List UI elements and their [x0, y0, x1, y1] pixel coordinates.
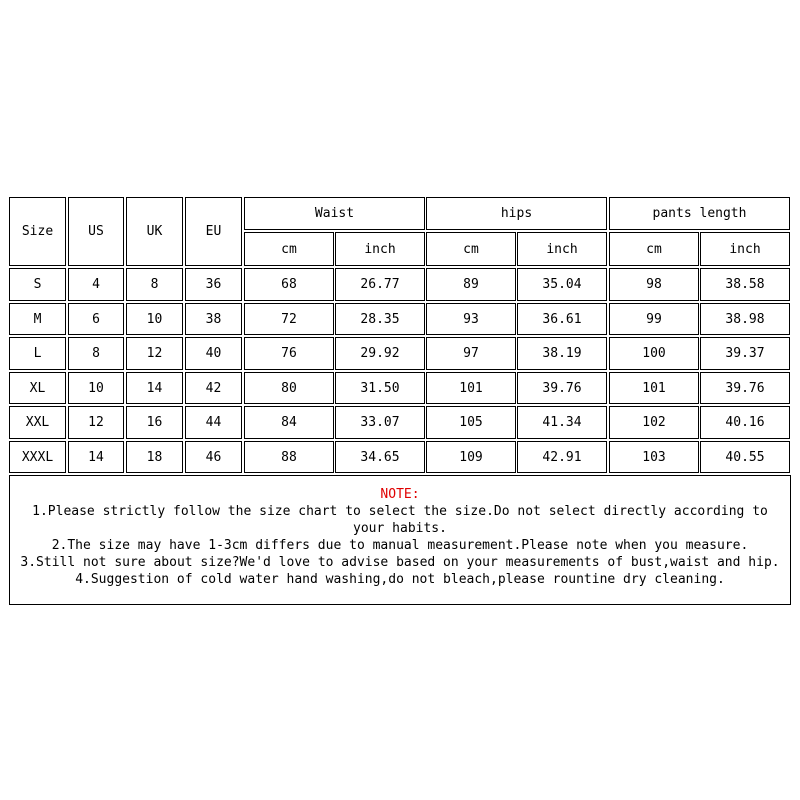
table-cell: 8 — [68, 337, 124, 370]
subheader-hips-cm: cm — [426, 232, 516, 266]
table-cell: 35.04 — [517, 268, 607, 301]
table-cell: 10 — [68, 372, 124, 404]
table-cell: 42.91 — [517, 441, 607, 473]
table-cell: 98 — [609, 268, 699, 301]
table-cell: 40 — [185, 337, 242, 370]
table-cell: 84 — [244, 406, 334, 439]
table-cell: 33.07 — [335, 406, 425, 439]
table-cell: 38 — [185, 303, 242, 335]
table-cell: 46 — [185, 441, 242, 473]
subheader-pants-cm: cm — [609, 232, 699, 266]
table-cell: 97 — [426, 337, 516, 370]
note-item-2: 2.The size may have 1-3cm differs due to manual measurement.Please note when you measure. — [51, 538, 749, 553]
table-cell: 80 — [244, 372, 334, 404]
table-cell: 36 — [185, 268, 242, 301]
table-cell: 72 — [244, 303, 334, 335]
table-cell: 40.55 — [700, 441, 790, 473]
table-cell: 99 — [609, 303, 699, 335]
table-cell: 38.98 — [700, 303, 790, 335]
table-cell: 28.35 — [335, 303, 425, 335]
header-eu: EU — [185, 197, 242, 266]
notes-box — [9, 475, 791, 605]
note-item-4: 4.Suggestion of cold water hand washing,do not bleach,please rountine dry cleaning. — [75, 572, 725, 587]
table-cell: 39.37 — [700, 337, 790, 370]
table-cell: S — [9, 268, 66, 301]
table-cell: 31.50 — [335, 372, 425, 404]
header-size: Size — [9, 197, 66, 266]
header-pants-length: pants length — [609, 197, 790, 230]
header-waist: Waist — [244, 197, 425, 230]
table-cell: 41.34 — [517, 406, 607, 439]
subheader-waist-inch: inch — [335, 232, 425, 266]
table-cell: 26.77 — [335, 268, 425, 301]
table-cell: M — [9, 303, 66, 335]
table-cell: 10 — [126, 303, 183, 335]
table-cell: 39.76 — [517, 372, 607, 404]
table-cell: 100 — [609, 337, 699, 370]
note-item-3: 3.Still not sure about size?We'd love to advise based on your measurements of bust,waist and hip. — [20, 555, 780, 570]
table-cell: 29.92 — [335, 337, 425, 370]
table-cell: 89 — [426, 268, 516, 301]
table-cell: 4 — [68, 268, 124, 301]
table-cell: 88 — [244, 441, 334, 473]
table-cell: XXXL — [9, 441, 66, 473]
table-cell: 68 — [244, 268, 334, 301]
table-cell: 14 — [68, 441, 124, 473]
table-cell: 38.58 — [700, 268, 790, 301]
table-cell: 40.16 — [700, 406, 790, 439]
table-cell: 105 — [426, 406, 516, 439]
table-cell: L — [9, 337, 66, 370]
table-cell: 102 — [609, 406, 699, 439]
table-cell: 12 — [126, 337, 183, 370]
table-cell: 14 — [126, 372, 183, 404]
subheader-pants-inch: inch — [700, 232, 790, 266]
table-cell: 44 — [185, 406, 242, 439]
header-us: US — [68, 197, 124, 266]
subheader-waist-cm: cm — [244, 232, 334, 266]
table-cell: 36.61 — [517, 303, 607, 335]
header-uk: UK — [126, 197, 183, 266]
note-item-1: 1.Please strictly follow the size chart to select the size.Do not select directly according to your habits. — [32, 504, 768, 536]
subheader-hips-inch: inch — [517, 232, 607, 266]
notes-title: NOTE: — [380, 487, 420, 502]
table-cell: 8 — [126, 268, 183, 301]
table-cell: XXL — [9, 406, 66, 439]
table-cell: 18 — [126, 441, 183, 473]
table-cell: 76 — [244, 337, 334, 370]
table-cell: 103 — [609, 441, 699, 473]
table-cell: 6 — [68, 303, 124, 335]
table-cell: 101 — [609, 372, 699, 404]
table-cell: 93 — [426, 303, 516, 335]
table-cell: 38.19 — [517, 337, 607, 370]
table-cell: 16 — [126, 406, 183, 439]
table-cell: XL — [9, 372, 66, 404]
table-cell: 42 — [185, 372, 242, 404]
table-cell: 34.65 — [335, 441, 425, 473]
table-cell: 109 — [426, 441, 516, 473]
table-cell: 12 — [68, 406, 124, 439]
table-cell: 101 — [426, 372, 516, 404]
header-hips: hips — [426, 197, 607, 230]
table-cell: 39.76 — [700, 372, 790, 404]
